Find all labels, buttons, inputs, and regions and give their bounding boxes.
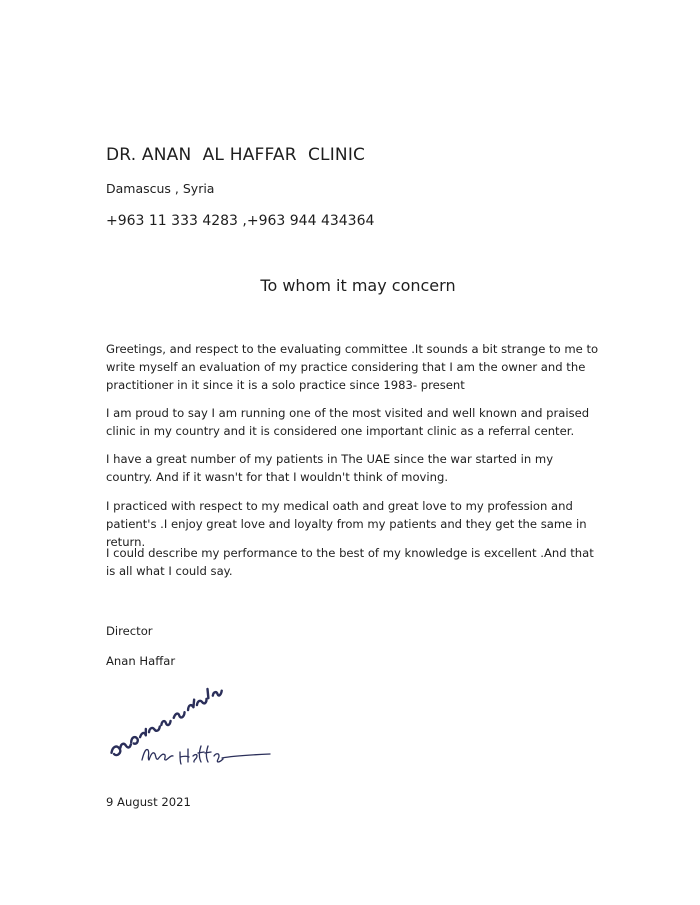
letter-paragraph: I am proud to say I am running one of the most visited and well known and praised clinic in my country and it is considered one important clinic as a referral center. bbox=[106, 406, 590, 438]
letter-paragraph: I could describe my performance to the best of my knowledge is excellent .And that is all what I could say. bbox=[106, 546, 594, 578]
director-name: Anan Haffar bbox=[106, 654, 176, 668]
director-title: Director bbox=[106, 624, 153, 638]
clinic-phone: +963 11 333 4283 ,+963 944 434364 bbox=[106, 213, 375, 229]
letter-date: 9 August 2021 bbox=[106, 795, 191, 809]
clinic-name: DR. ANAN AL HAFFAR CLINIC bbox=[106, 145, 366, 165]
letter-paragraph: I have a great number of my patients in The UAE since the war started in my country. And if it wasn't for that I wouldn't think of moving. bbox=[106, 452, 554, 484]
clinic-location: Damascus , Syria bbox=[106, 181, 215, 196]
letter-heading: To whom it may concern bbox=[260, 276, 456, 295]
signature-stamp bbox=[98, 686, 278, 771]
letter-paragraph: I practiced with respect to my medical oath and great love to my profession and patient's .I enjoy great love and loyalty from my patients and they get the same in return. bbox=[106, 499, 587, 549]
letter-paragraph: Greetings, and respect to the evaluating committee .It sounds a bit strange to me to write myself an evaluation of my practice considering that I am the owner and the practitioner in it since it is a solo practice since 1983- present bbox=[106, 342, 599, 392]
